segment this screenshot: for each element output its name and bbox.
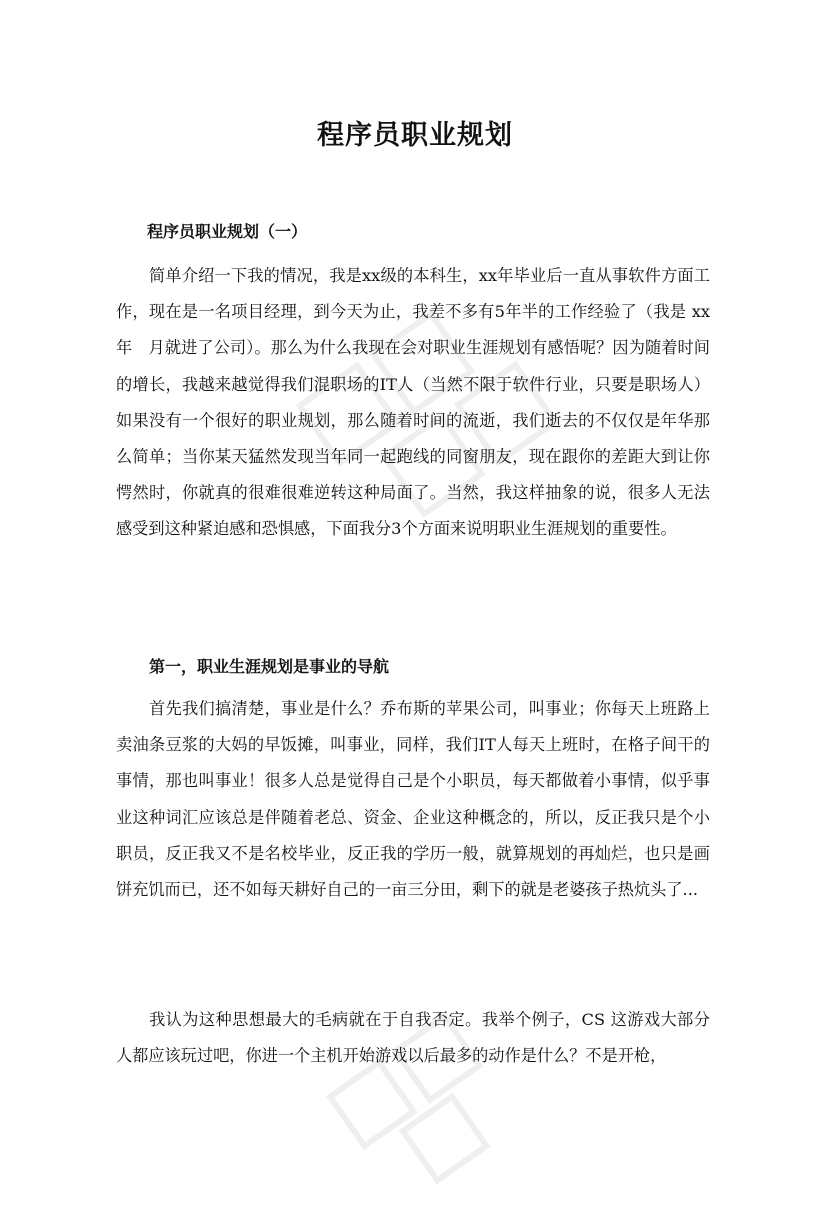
sub-heading-career-navigation: 第一，职业生涯规划是事业的导航 xyxy=(149,657,390,676)
paragraph-self-denial: 我认为这种思想最大的毛病就在于自我否定。我举个例子，CS 这游戏大部分人都应该玩过吧，你进一个主机开始游戏以后最多的动作是什么？不是开枪， xyxy=(116,1010,710,1066)
section-heading: 程序员职业规划（一） xyxy=(147,222,308,241)
page-title: 程序员职业规划 xyxy=(317,120,513,151)
paragraph-intro: 简单介绍一下我的情况，我是xx级的本科生，xx年毕业后一直从事软件方面工作，现在是一名项目经理，到今天为止，我差不多有5年半的工作经验了（我是 xx 年 月就进了公司）。那么为什么我现在会对职业生涯规划有感悟呢？因为随着时间的增长，我越来越觉得我们混职场的IT人（当然不限于软件行业，只要是职场人）如果没有一个很好的职业规划，那么随着时间的流逝，我们逝去的不仅仅是年华那么简单；当你某天猛然发现当年同一起跑线的同窗朋友，现在跟你的差距大到让你愕然时，你就真的很难很难逆转这种局面了。当然，我这样抽象的说，很多人无法感受到这种紧迫感和恐惧感，下面我分3个方面来说明职业生涯规划的重要性。 xyxy=(116,266,710,539)
paragraph-career: 首先我们搞清楚，事业是什么？乔布斯的苹果公司，叫事业；你每天上班路上卖油条豆浆的大妈的早饭摊，叫事业，同样，我们IT人每天上班时，在格子间干的事情，那也叫事业！很多人总是觉得自己是个小职员，每天都做着小事情，似乎事业这种词汇应该总是伴随着老总、资金、企业这种概念的，所以，反正我只是个小职员，反正我又不是名校毕业，反正我的学历一般，就算规划的再灿烂，也只是画饼充饥而已，还不如每天耕好自己的一亩三分田，剩下的就是老婆孩子热炕头了... xyxy=(116,699,710,900)
